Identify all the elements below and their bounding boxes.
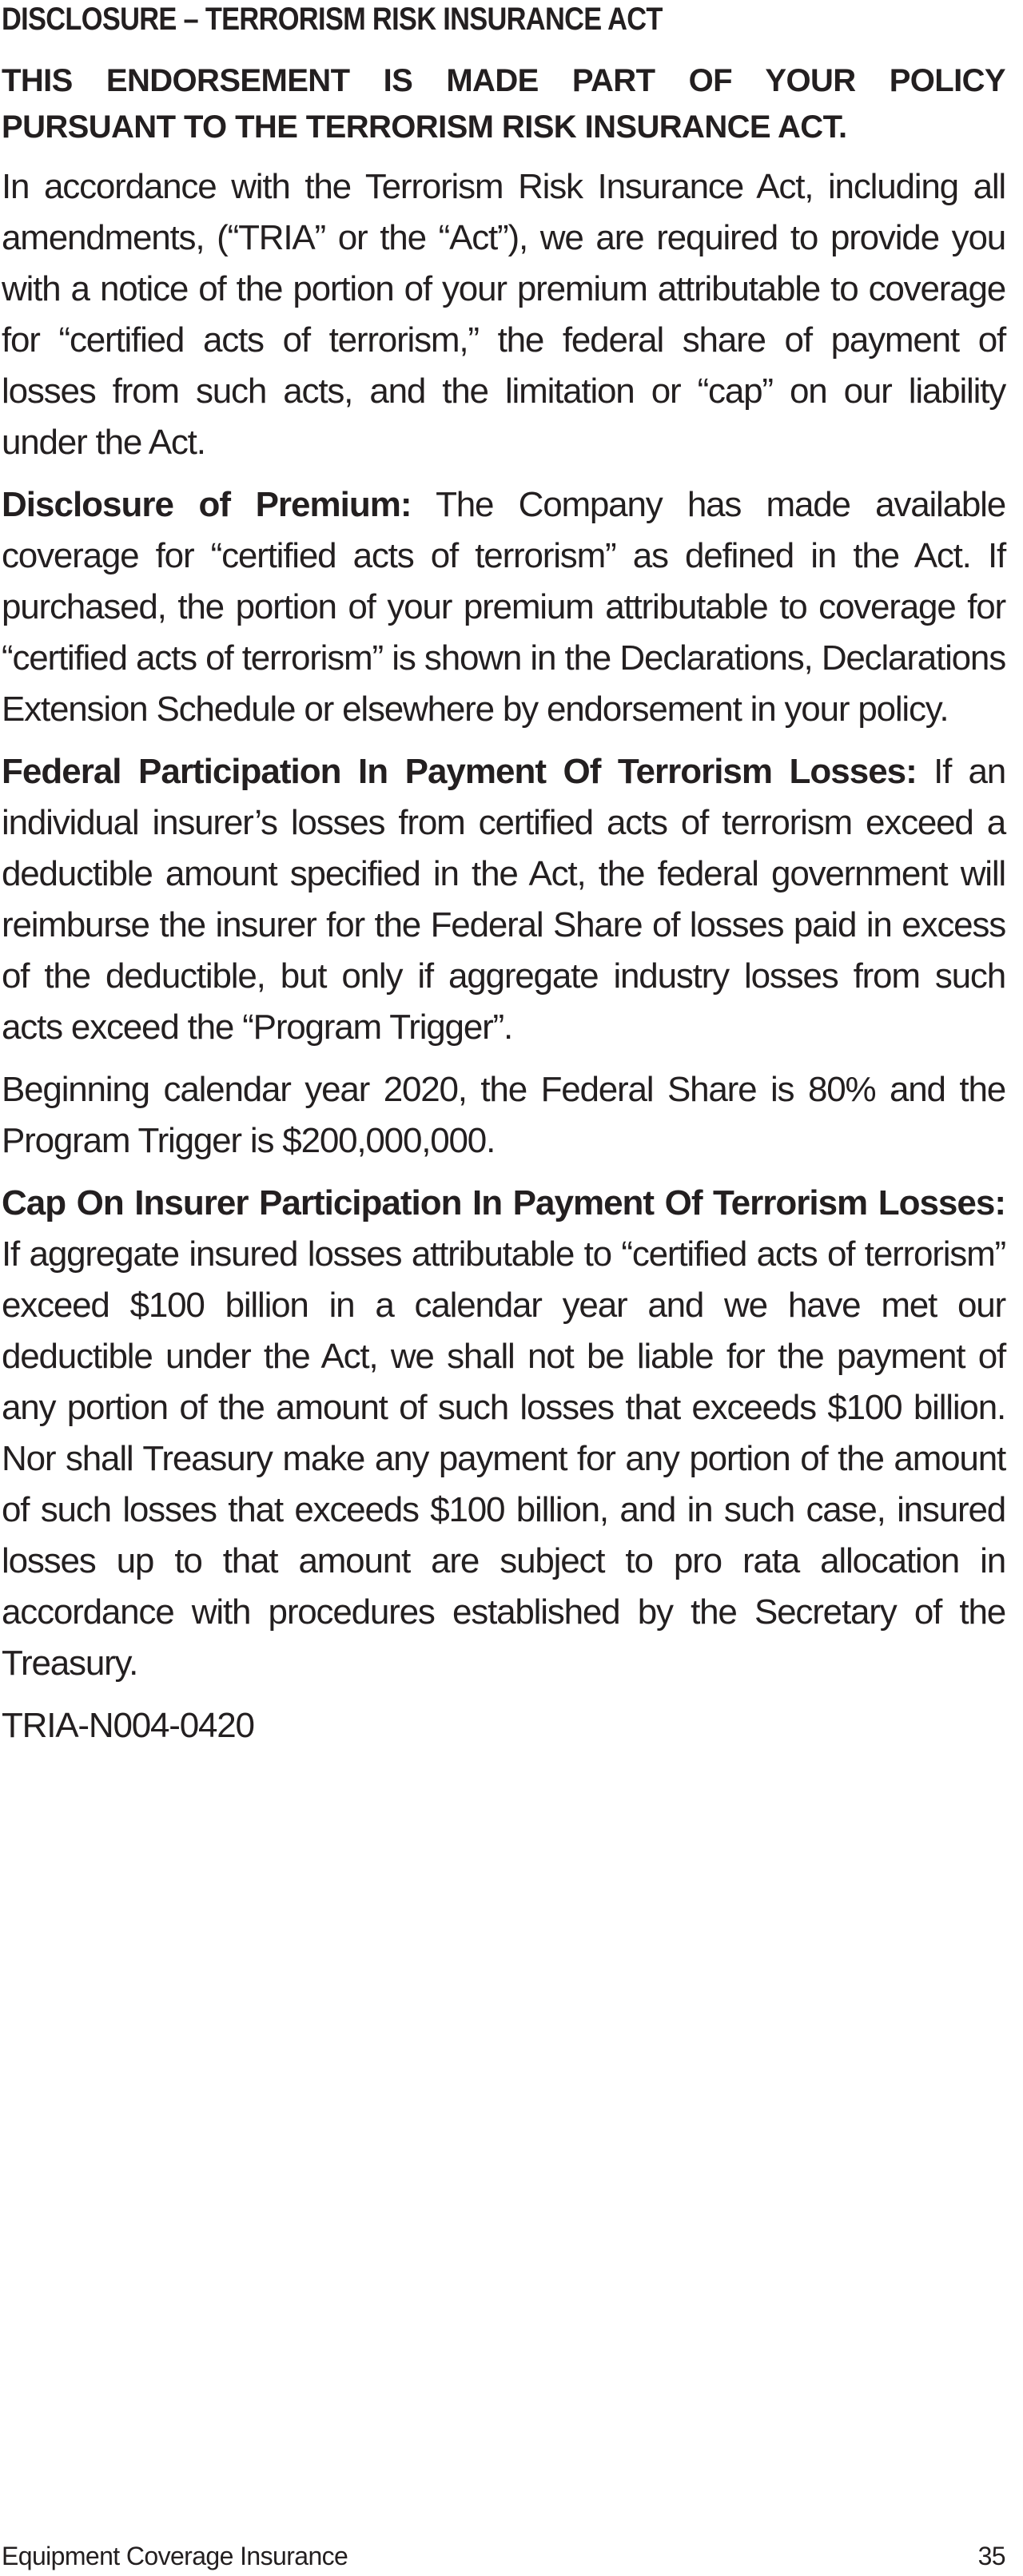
cap-on-insurer-heading: Cap On Insurer Participation In Payment Of Terrorism Losses: — [2, 1183, 1005, 1222]
federal-participation-paragraph — [2, 746, 1005, 1053]
form-code: TRIA-N004-0420 — [2, 1706, 254, 1745]
page-number: 35 — [977, 2541, 1005, 2570]
cap-on-insurer-paragraph — [2, 1178, 1005, 1689]
federal-participation-heading: Federal Participation In Payment Of Terrorism Losses: — [2, 752, 917, 791]
intro-paragraph: In accordance with the Terrorism Risk Insurance Act, including all amendments, (“TRIA” or the “Act”), we are required to provide you with a notice of the portion of your premium attributable to coverage for “certified acts of terrorism,” the federal share of payment of losses from such acts, and the limitation or “cap” on our liability under the Act. — [2, 167, 1005, 462]
cap-on-insurer-body: If aggregate insured losses attributable to “certified acts of terrorism” exceed $100 billion in a calendar year and we have met our deductible under the Act, we shall not be liable for the payment of any portion of the amount of such losses that exceeds $100 billion. Nor shall Treasury make any payment for any portion of the amount of such losses that exceeds $100 billion, and in such case, insured losses up to that amount are subject to pro rata allocation in accordance with procedures established by the Secretary of the Treasury. — [2, 1234, 1005, 1683]
federal-share-note: Beginning calendar year 2020, the Federal Share is 80% and the Program Trigger is $200,000,000. — [2, 1070, 1005, 1160]
federal-participation-body: If an individual insurer’s losses from certified acts of terrorism exceed a deductible amount specified in the Act, the federal government will reimburse the insurer for the Federal Share of losses paid in excess of the deductible, but only if aggregate industry losses from such acts exceed the “Program Trigger”. — [2, 752, 1005, 1047]
footer-document-name: Equipment Coverage Insurance — [2, 2541, 348, 2570]
endorsement-statement: THIS ENDORSEMENT IS MADE PART OF YOUR POLICY PURSUANT TO THE TERRORISM RISK INSURANCE ACT. — [2, 63, 1005, 145]
page-footer — [2, 2538, 1005, 2574]
disclosure-of-premium-body: The Company has made available coverage for “certified acts of terrorism” as defined in the Act. If purchased, the portion of your premium attributable to coverage for “certified acts of terrorism” is shown in the Declarations, Declarations Extension Schedule or elsewhere by endorsement in your policy. — [2, 485, 1006, 729]
document-body — [2, 0, 1005, 1751]
disclosure-of-premium-heading: Disclosure of Premium: — [2, 485, 412, 524]
document-title: DISCLOSURE – TERRORISM RISK INSURANCE ACT — [2, 2, 663, 37]
disclosure-of-premium-paragraph — [2, 479, 1005, 735]
